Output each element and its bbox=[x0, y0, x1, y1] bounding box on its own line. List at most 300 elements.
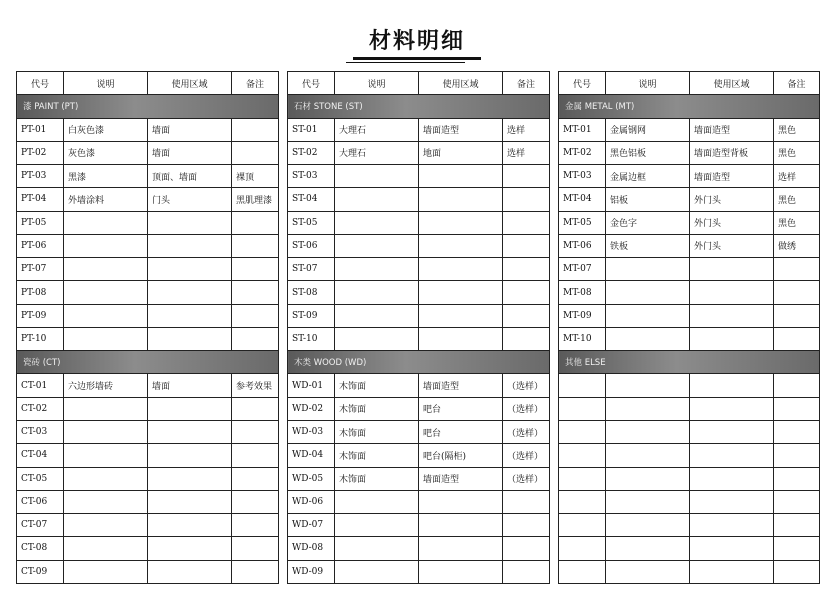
note-cell bbox=[774, 444, 820, 467]
desc-cell bbox=[64, 327, 148, 350]
table-row bbox=[288, 304, 550, 327]
desc-cell: 大理石 bbox=[335, 141, 419, 164]
code-cell: CT-05 bbox=[17, 467, 64, 490]
table-row bbox=[559, 420, 820, 443]
desc-cell bbox=[64, 397, 148, 420]
desc-cell: 外墙涂料 bbox=[64, 188, 148, 211]
code-cell: CT-01 bbox=[17, 374, 64, 397]
code-cell: PT-03 bbox=[17, 165, 64, 188]
table-row bbox=[17, 141, 279, 164]
area-cell: 墙面造型 bbox=[690, 118, 774, 141]
code-cell: PT-04 bbox=[17, 188, 64, 211]
code-cell bbox=[559, 397, 606, 420]
area-cell: 墙面造型背板 bbox=[690, 141, 774, 164]
section-label: 漆 PAINT (PT) bbox=[17, 95, 279, 118]
desc-cell bbox=[64, 281, 148, 304]
note-cell bbox=[232, 258, 279, 281]
area-cell: 吧台 bbox=[419, 420, 503, 443]
note-cell bbox=[503, 327, 550, 350]
code-cell bbox=[559, 467, 606, 490]
table-row bbox=[17, 537, 279, 560]
note-cell: 黑色 bbox=[774, 118, 820, 141]
code-cell bbox=[559, 560, 606, 583]
desc-cell bbox=[606, 397, 690, 420]
area-cell: 墙面造型 bbox=[419, 118, 503, 141]
note-cell: 黑肌理漆 bbox=[232, 188, 279, 211]
area-cell bbox=[148, 444, 232, 467]
code-cell: WD-09 bbox=[288, 560, 335, 583]
area-cell bbox=[419, 514, 503, 537]
section-header-row bbox=[288, 351, 550, 374]
note-cell bbox=[503, 490, 550, 513]
desc-cell: 大理石 bbox=[335, 118, 419, 141]
desc-cell bbox=[335, 188, 419, 211]
desc-cell bbox=[335, 258, 419, 281]
table-row bbox=[559, 304, 820, 327]
code-cell: ST-09 bbox=[288, 304, 335, 327]
note-cell bbox=[774, 537, 820, 560]
note-cell bbox=[232, 397, 279, 420]
header-row bbox=[559, 72, 820, 95]
table-row bbox=[559, 118, 820, 141]
table-row bbox=[288, 118, 550, 141]
table-row bbox=[288, 258, 550, 281]
desc-cell bbox=[606, 444, 690, 467]
material-table-1 bbox=[16, 71, 279, 584]
desc-cell bbox=[64, 304, 148, 327]
desc-cell bbox=[64, 490, 148, 513]
area-cell bbox=[148, 537, 232, 560]
note-cell bbox=[774, 514, 820, 537]
desc-cell bbox=[64, 514, 148, 537]
note-cell: 黑色 bbox=[774, 211, 820, 234]
table-row bbox=[559, 444, 820, 467]
code-cell: PT-05 bbox=[17, 211, 64, 234]
header-desc: 说明 bbox=[335, 72, 419, 95]
desc-cell: 木饰面 bbox=[335, 374, 419, 397]
code-cell bbox=[559, 444, 606, 467]
area-cell bbox=[419, 165, 503, 188]
desc-cell bbox=[335, 165, 419, 188]
note-cell bbox=[232, 281, 279, 304]
table-row bbox=[17, 444, 279, 467]
code-cell: MT-09 bbox=[559, 304, 606, 327]
note-cell bbox=[503, 211, 550, 234]
code-cell: PT-09 bbox=[17, 304, 64, 327]
table-row bbox=[288, 397, 550, 420]
code-cell: CT-03 bbox=[17, 420, 64, 443]
note-cell bbox=[503, 188, 550, 211]
code-cell: ST-05 bbox=[288, 211, 335, 234]
desc-cell: 木饰面 bbox=[335, 444, 419, 467]
desc-cell bbox=[606, 514, 690, 537]
desc-cell: 金属钢网 bbox=[606, 118, 690, 141]
section-header-row bbox=[559, 351, 820, 374]
table-row bbox=[559, 327, 820, 350]
table-row bbox=[559, 374, 820, 397]
code-cell bbox=[559, 490, 606, 513]
area-cell bbox=[690, 560, 774, 583]
desc-cell bbox=[64, 467, 148, 490]
area-cell bbox=[148, 234, 232, 257]
area-cell bbox=[148, 397, 232, 420]
section-label: 瓷砖 (CT) bbox=[17, 351, 279, 374]
area-cell: 顶面、墙面 bbox=[148, 165, 232, 188]
note-cell bbox=[503, 234, 550, 257]
desc-cell bbox=[335, 304, 419, 327]
desc-cell bbox=[335, 281, 419, 304]
note-cell bbox=[503, 537, 550, 560]
table-row bbox=[559, 281, 820, 304]
note-cell: 黑色 bbox=[774, 188, 820, 211]
area-cell bbox=[148, 281, 232, 304]
desc-cell: 木饰面 bbox=[335, 420, 419, 443]
header-code: 代号 bbox=[17, 72, 64, 95]
desc-cell bbox=[606, 258, 690, 281]
code-cell: PT-08 bbox=[17, 281, 64, 304]
section-label: 石材 STONE (ST) bbox=[288, 95, 550, 118]
table-row bbox=[288, 537, 550, 560]
header-row bbox=[17, 72, 279, 95]
area-cell bbox=[419, 490, 503, 513]
note-cell bbox=[232, 537, 279, 560]
desc-cell bbox=[335, 490, 419, 513]
area-cell: 外门头 bbox=[690, 234, 774, 257]
desc-cell bbox=[606, 281, 690, 304]
code-cell: WD-04 bbox=[288, 444, 335, 467]
note-cell bbox=[232, 514, 279, 537]
desc-cell bbox=[606, 467, 690, 490]
section-header-row bbox=[288, 95, 550, 118]
note-cell bbox=[774, 304, 820, 327]
note-cell bbox=[774, 420, 820, 443]
note-cell bbox=[232, 327, 279, 350]
note-cell bbox=[232, 118, 279, 141]
area-cell bbox=[148, 467, 232, 490]
desc-cell: 金色字 bbox=[606, 211, 690, 234]
note-cell bbox=[774, 560, 820, 583]
area-cell bbox=[419, 560, 503, 583]
area-cell bbox=[148, 211, 232, 234]
desc-cell: 六边形墙砖 bbox=[64, 374, 148, 397]
table-row bbox=[559, 560, 820, 583]
note-cell bbox=[503, 258, 550, 281]
table-row bbox=[17, 397, 279, 420]
code-cell: WD-08 bbox=[288, 537, 335, 560]
code-cell: WD-05 bbox=[288, 467, 335, 490]
table-row bbox=[17, 188, 279, 211]
title-block bbox=[0, 24, 834, 60]
code-cell: ST-02 bbox=[288, 141, 335, 164]
table-row bbox=[559, 234, 820, 257]
area-cell bbox=[148, 304, 232, 327]
header-note: 备注 bbox=[232, 72, 279, 95]
note-cell bbox=[232, 467, 279, 490]
table-row bbox=[288, 560, 550, 583]
note-cell bbox=[232, 560, 279, 583]
header-row bbox=[288, 72, 550, 95]
table-row bbox=[288, 165, 550, 188]
table-row bbox=[17, 258, 279, 281]
table-row bbox=[288, 327, 550, 350]
note-cell: 裸顶 bbox=[232, 165, 279, 188]
table-row bbox=[17, 420, 279, 443]
code-cell: CT-08 bbox=[17, 537, 64, 560]
area-cell bbox=[148, 560, 232, 583]
area-cell: 墙面 bbox=[148, 118, 232, 141]
header-code: 代号 bbox=[288, 72, 335, 95]
desc-cell bbox=[335, 537, 419, 560]
table-row bbox=[288, 490, 550, 513]
area-cell bbox=[690, 281, 774, 304]
area-cell bbox=[419, 211, 503, 234]
material-table-3 bbox=[558, 71, 820, 584]
desc-cell: 金属边框 bbox=[606, 165, 690, 188]
table-row bbox=[17, 211, 279, 234]
area-cell bbox=[690, 374, 774, 397]
header-area: 使用区域 bbox=[148, 72, 232, 95]
area-cell: 吧台(隔柜) bbox=[419, 444, 503, 467]
area-cell bbox=[419, 188, 503, 211]
desc-cell bbox=[606, 374, 690, 397]
note-cell bbox=[503, 304, 550, 327]
code-cell: MT-08 bbox=[559, 281, 606, 304]
header-area: 使用区域 bbox=[419, 72, 503, 95]
table-row bbox=[17, 165, 279, 188]
desc-cell bbox=[64, 420, 148, 443]
table-row bbox=[288, 141, 550, 164]
section-header-row bbox=[17, 95, 279, 118]
note-cell bbox=[774, 374, 820, 397]
desc-cell bbox=[335, 211, 419, 234]
table-row bbox=[17, 304, 279, 327]
area-cell bbox=[419, 304, 503, 327]
code-cell: MT-03 bbox=[559, 165, 606, 188]
table-row bbox=[17, 281, 279, 304]
desc-cell bbox=[64, 560, 148, 583]
note-cell bbox=[774, 258, 820, 281]
note-cell bbox=[503, 514, 550, 537]
code-cell bbox=[559, 537, 606, 560]
area-cell bbox=[690, 514, 774, 537]
note-cell bbox=[232, 444, 279, 467]
note-cell bbox=[232, 490, 279, 513]
desc-cell: 白灰色漆 bbox=[64, 118, 148, 141]
section-label: 木类 WOOD (WD) bbox=[288, 351, 550, 374]
desc-cell: 木饰面 bbox=[335, 467, 419, 490]
note-cell: （选样） bbox=[503, 420, 550, 443]
code-cell bbox=[559, 420, 606, 443]
area-cell: 吧台 bbox=[419, 397, 503, 420]
table-row bbox=[288, 234, 550, 257]
desc-cell bbox=[606, 490, 690, 513]
desc-cell bbox=[606, 420, 690, 443]
table-row bbox=[559, 537, 820, 560]
code-cell: CT-09 bbox=[17, 560, 64, 583]
table-row bbox=[17, 514, 279, 537]
title-underline bbox=[346, 62, 465, 63]
area-cell bbox=[690, 467, 774, 490]
desc-cell bbox=[64, 444, 148, 467]
table-row bbox=[559, 141, 820, 164]
table-row bbox=[17, 467, 279, 490]
area-cell bbox=[690, 444, 774, 467]
area-cell bbox=[148, 327, 232, 350]
area-cell bbox=[148, 258, 232, 281]
table-row bbox=[559, 467, 820, 490]
area-cell bbox=[690, 258, 774, 281]
note-cell bbox=[774, 467, 820, 490]
code-cell bbox=[559, 374, 606, 397]
note-cell: 做绣 bbox=[774, 234, 820, 257]
note-cell bbox=[774, 490, 820, 513]
code-cell: CT-07 bbox=[17, 514, 64, 537]
note-cell: 参考效果 bbox=[232, 374, 279, 397]
area-cell: 墙面造型 bbox=[419, 467, 503, 490]
desc-cell bbox=[606, 560, 690, 583]
desc-cell: 灰色漆 bbox=[64, 141, 148, 164]
code-cell: ST-07 bbox=[288, 258, 335, 281]
area-cell: 地面 bbox=[419, 141, 503, 164]
code-cell bbox=[559, 514, 606, 537]
code-cell: MT-07 bbox=[559, 258, 606, 281]
desc-cell: 黑漆 bbox=[64, 165, 148, 188]
code-cell: MT-04 bbox=[559, 188, 606, 211]
desc-cell bbox=[606, 327, 690, 350]
table-row bbox=[559, 188, 820, 211]
material-table-2 bbox=[287, 71, 550, 584]
table-row bbox=[17, 374, 279, 397]
desc-cell bbox=[335, 514, 419, 537]
table-row bbox=[559, 514, 820, 537]
note-cell: 黑色 bbox=[774, 141, 820, 164]
code-cell: ST-03 bbox=[288, 165, 335, 188]
code-cell: MT-10 bbox=[559, 327, 606, 350]
area-cell bbox=[148, 514, 232, 537]
desc-cell bbox=[606, 537, 690, 560]
code-cell: ST-06 bbox=[288, 234, 335, 257]
area-cell bbox=[419, 234, 503, 257]
header-desc: 说明 bbox=[64, 72, 148, 95]
table-row bbox=[288, 444, 550, 467]
table-row bbox=[559, 211, 820, 234]
note-cell bbox=[232, 420, 279, 443]
area-cell bbox=[690, 490, 774, 513]
area-cell bbox=[690, 537, 774, 560]
header-desc: 说明 bbox=[606, 72, 690, 95]
code-cell: MT-06 bbox=[559, 234, 606, 257]
code-cell: WD-06 bbox=[288, 490, 335, 513]
header-note: 备注 bbox=[503, 72, 550, 95]
area-cell bbox=[148, 490, 232, 513]
area-cell: 墙面造型 bbox=[419, 374, 503, 397]
note-cell: （选样） bbox=[503, 374, 550, 397]
code-cell: ST-01 bbox=[288, 118, 335, 141]
desc-cell bbox=[335, 560, 419, 583]
code-cell: ST-10 bbox=[288, 327, 335, 350]
code-cell: WD-02 bbox=[288, 397, 335, 420]
note-cell: （选样） bbox=[503, 397, 550, 420]
section-label: 金属 METAL (MT) bbox=[559, 95, 820, 118]
desc-cell bbox=[64, 211, 148, 234]
note-cell bbox=[503, 281, 550, 304]
table-row bbox=[288, 467, 550, 490]
page-title: 材料明细 bbox=[353, 24, 481, 60]
desc-cell: 木饰面 bbox=[335, 397, 419, 420]
desc-cell bbox=[64, 234, 148, 257]
code-cell: MT-01 bbox=[559, 118, 606, 141]
code-cell: PT-06 bbox=[17, 234, 64, 257]
table-row bbox=[17, 118, 279, 141]
section-header-row bbox=[17, 351, 279, 374]
area-cell: 墙面 bbox=[148, 141, 232, 164]
table-row bbox=[17, 490, 279, 513]
code-cell: WD-03 bbox=[288, 420, 335, 443]
area-cell bbox=[690, 304, 774, 327]
header-note: 备注 bbox=[774, 72, 820, 95]
area-cell bbox=[690, 420, 774, 443]
code-cell: PT-01 bbox=[17, 118, 64, 141]
desc-cell bbox=[335, 234, 419, 257]
table-row bbox=[17, 327, 279, 350]
desc-cell bbox=[64, 537, 148, 560]
table-row bbox=[17, 560, 279, 583]
desc-cell: 铁板 bbox=[606, 234, 690, 257]
area-cell: 外门头 bbox=[690, 211, 774, 234]
code-cell: ST-08 bbox=[288, 281, 335, 304]
header-code: 代号 bbox=[559, 72, 606, 95]
note-cell bbox=[774, 397, 820, 420]
table-row bbox=[17, 234, 279, 257]
table-row bbox=[559, 490, 820, 513]
section-label: 其他 ELSE bbox=[559, 351, 820, 374]
note-cell bbox=[232, 141, 279, 164]
code-cell: WD-01 bbox=[288, 374, 335, 397]
note-cell bbox=[503, 165, 550, 188]
area-cell: 墙面造型 bbox=[690, 165, 774, 188]
table-row bbox=[559, 258, 820, 281]
area-cell bbox=[419, 281, 503, 304]
area-cell bbox=[419, 537, 503, 560]
table-row bbox=[559, 165, 820, 188]
table-row bbox=[288, 281, 550, 304]
desc-cell: 黑色铝板 bbox=[606, 141, 690, 164]
note-cell: 选样 bbox=[503, 141, 550, 164]
area-cell bbox=[419, 327, 503, 350]
note-cell bbox=[774, 327, 820, 350]
table-row bbox=[288, 420, 550, 443]
code-cell: PT-07 bbox=[17, 258, 64, 281]
header-area: 使用区域 bbox=[690, 72, 774, 95]
note-cell bbox=[232, 211, 279, 234]
table-row bbox=[288, 211, 550, 234]
table-row bbox=[288, 374, 550, 397]
code-cell: CT-02 bbox=[17, 397, 64, 420]
code-cell: CT-06 bbox=[17, 490, 64, 513]
note-cell: （选样） bbox=[503, 444, 550, 467]
area-cell bbox=[148, 420, 232, 443]
code-cell: MT-02 bbox=[559, 141, 606, 164]
note-cell: （选样） bbox=[503, 467, 550, 490]
code-cell: WD-07 bbox=[288, 514, 335, 537]
table-row bbox=[288, 188, 550, 211]
desc-cell: 铝板 bbox=[606, 188, 690, 211]
code-cell: PT-02 bbox=[17, 141, 64, 164]
desc-cell bbox=[64, 258, 148, 281]
area-cell bbox=[690, 397, 774, 420]
note-cell: 选样 bbox=[774, 165, 820, 188]
note-cell bbox=[503, 560, 550, 583]
